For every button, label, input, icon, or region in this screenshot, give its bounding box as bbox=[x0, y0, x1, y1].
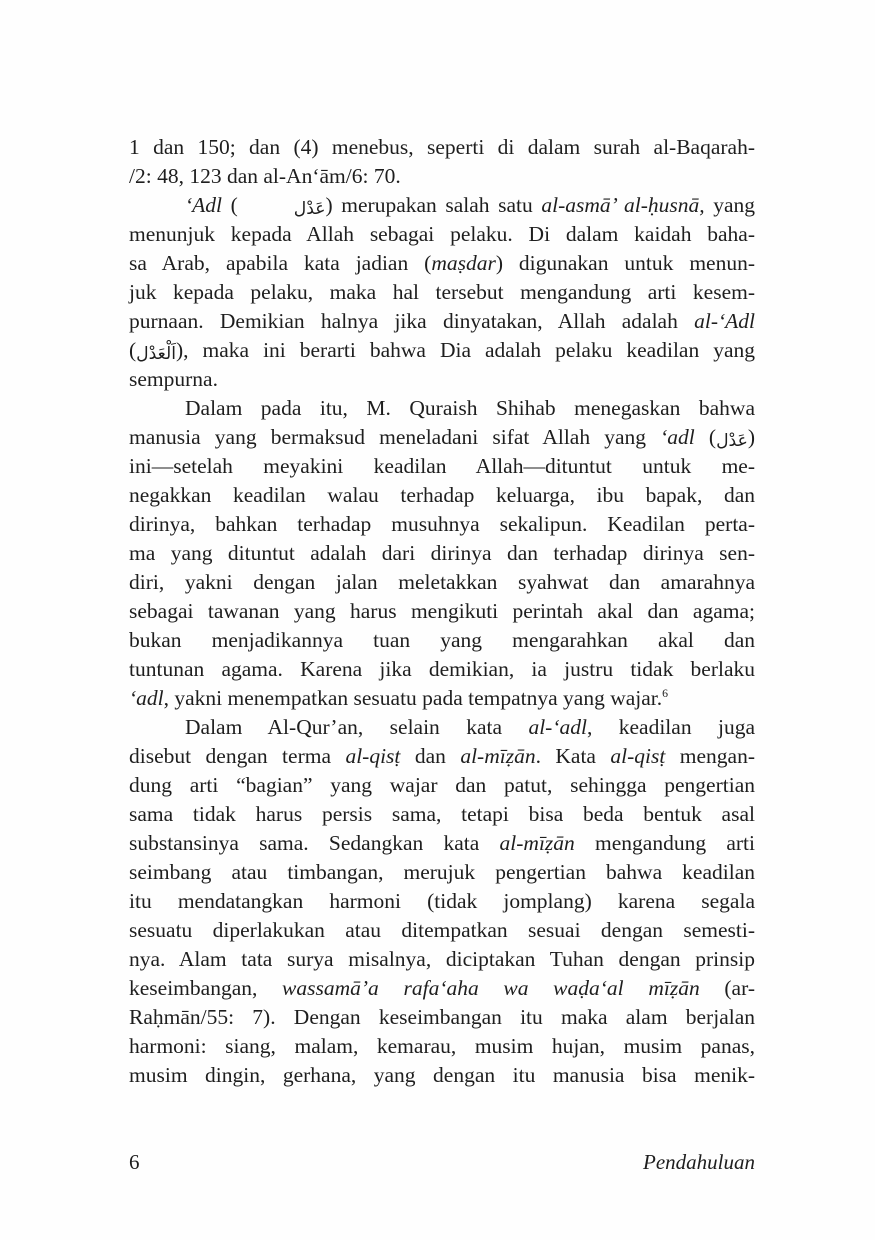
text-segment: sama tidak harus persis sama, tetapi bisa beda bentuk asal bbox=[129, 802, 755, 826]
text-line bbox=[129, 423, 755, 452]
text-segment: musim dingin, gerhana, yang dengan itu manusia bisa menik- bbox=[129, 1063, 755, 1087]
transliterated-term: ‘adl bbox=[129, 686, 164, 710]
text-line bbox=[129, 307, 755, 336]
text-line bbox=[129, 655, 755, 684]
text-line bbox=[129, 220, 755, 249]
text-segment: sempurna. bbox=[129, 367, 218, 391]
transliterated-term: al-mīẓān bbox=[460, 744, 536, 768]
text-segment: Raḥmān/55: 7). Dengan keseimbangan itu maka alam berjalan bbox=[129, 1005, 755, 1029]
text-segment: diri, yakni dengan jalan meletakkan syahwat dan amarahnya bbox=[129, 570, 755, 594]
transliterated-term: maṣdar bbox=[431, 251, 496, 275]
arabic-word: عَدْل bbox=[716, 431, 748, 451]
arabic-word: اَلْعَدْل bbox=[136, 344, 176, 364]
text-segment: nya. Alam tata surya misalnya, diciptakan Tuhan dengan prinsip bbox=[129, 947, 755, 971]
text-segment: sa Arab, apabila kata jadian ( bbox=[129, 251, 432, 275]
text-line bbox=[129, 1032, 755, 1061]
page-text-block bbox=[129, 133, 755, 1090]
text-line bbox=[129, 800, 755, 829]
text-segment: Dalam pada itu, M. Quraish Shihab menegaskan bahwa bbox=[185, 396, 755, 420]
text-segment: manusia yang bermaksud meneladani sifat Allah yang bbox=[129, 425, 661, 449]
text-segment: juk kepada pelaku, maka hal tersebut mengandung arti kesem- bbox=[129, 280, 755, 304]
text-segment: ( bbox=[222, 193, 238, 217]
text-segment: ( bbox=[129, 338, 137, 362]
text-line bbox=[129, 336, 755, 365]
transliterated-term: al-asmā’ al-ḥusnā, bbox=[541, 193, 705, 217]
text-line bbox=[129, 684, 755, 713]
text-line bbox=[129, 191, 755, 220]
text-segment: yang bbox=[704, 193, 755, 217]
text-line bbox=[129, 539, 755, 568]
text-segment: . Kata bbox=[535, 744, 611, 768]
text-segment: dirinya, bahkan terhadap musuhnya sekalipun. Keadilan perta- bbox=[129, 512, 755, 536]
page-footer bbox=[129, 1148, 755, 1176]
transliterated-term: ‘adl bbox=[660, 425, 695, 449]
text-line bbox=[129, 597, 755, 626]
text-segment: tuntunan agama. Karena jika demikian, ia justru tidak berlaku bbox=[129, 657, 755, 681]
text-segment: ) digunakan untuk menun- bbox=[495, 251, 755, 275]
text-line bbox=[129, 858, 755, 887]
running-footer-title: Pendahuluan bbox=[643, 1150, 755, 1174]
transliterated-term: wassamā’a rafa‘aha wa waḍa‘al mīẓān bbox=[282, 976, 700, 1000]
transliterated-term: ‘Adl bbox=[185, 193, 223, 217]
text-line bbox=[129, 365, 755, 394]
text-segment: substansinya sama. Sedangkan kata bbox=[129, 831, 500, 855]
text-segment: ) merupakan salah satu bbox=[325, 193, 542, 217]
text-segment: menunjuk kepada Allah sebagai pelaku. Di dalam kaidah baha- bbox=[129, 222, 755, 246]
text-segment: dan bbox=[400, 744, 461, 768]
page-number: 6 bbox=[129, 1150, 140, 1174]
text-line bbox=[129, 249, 755, 278]
text-segment: negakkan keadilan walau terhadap keluarga, ibu bapak, dan bbox=[129, 483, 755, 507]
text-line bbox=[129, 771, 755, 800]
text-line bbox=[129, 394, 755, 423]
text-line bbox=[129, 162, 755, 191]
text-segment: itu mendatangkan harmoni (tidak jomplang) karena segala bbox=[129, 889, 755, 913]
text-segment: sebagai tawanan yang harus mengikuti perintah akal dan agama; bbox=[129, 599, 755, 623]
text-line bbox=[129, 626, 755, 655]
text-line bbox=[129, 887, 755, 916]
text-segment: /2: 48, 123 dan al-An‘ām/6: 70. bbox=[129, 164, 401, 188]
arabic-word: عَدْل bbox=[293, 199, 326, 219]
text-segment: ma yang dituntut adalah dari dirinya dan terhadap dirinya sen- bbox=[129, 541, 755, 565]
transliterated-term: al-qisṭ bbox=[345, 744, 401, 768]
text-line bbox=[129, 974, 755, 1003]
text-line bbox=[129, 481, 755, 510]
text-segment: sesuatu diperlakukan atau ditempatkan sesuai dengan semesti- bbox=[129, 918, 755, 942]
text-segment: bukan menjadikannya tuan yang mengarahkan akal dan bbox=[129, 628, 755, 652]
text-segment: , yakni menempatkan sesuatu pada tempatnya yang wajar. bbox=[163, 686, 663, 710]
text-segment: ini—setelah meyakini keadilan Allah—dituntut untuk me- bbox=[129, 454, 755, 478]
text-segment: ), maka ini berarti bahwa Dia adalah pelaku keadilan yang bbox=[176, 338, 755, 362]
text-segment: (ar- bbox=[699, 976, 755, 1000]
text-segment: 1 dan 150; dan (4) menebus, seperti di dalam surah al-Baqarah- bbox=[129, 135, 755, 159]
text-segment: keseimbangan, bbox=[129, 976, 283, 1000]
text-segment: , keadilan juga bbox=[586, 715, 755, 739]
text-segment: mengan- bbox=[665, 744, 755, 768]
text-line bbox=[129, 916, 755, 945]
text-line bbox=[129, 278, 755, 307]
text-segment: seimbang atau timbangan, merujuk pengertian bahwa keadilan bbox=[129, 860, 755, 884]
text-segment: dung arti “bagian” yang wajar dan patut, sehingga pengertian bbox=[129, 773, 755, 797]
transliterated-term: al-‘Adl bbox=[694, 309, 755, 333]
text-line bbox=[129, 133, 755, 162]
text-segment: disebut dengan terma bbox=[129, 744, 346, 768]
footnote-marker: 6 bbox=[662, 685, 669, 700]
text-segment: ) bbox=[747, 425, 755, 449]
text-line bbox=[129, 945, 755, 974]
text-line bbox=[129, 829, 755, 858]
text-segment: Dalam Al-Qur’an, selain kata bbox=[185, 715, 529, 739]
text-line bbox=[129, 568, 755, 597]
text-line bbox=[129, 510, 755, 539]
text-line bbox=[129, 742, 755, 771]
transliterated-term: al-‘adl bbox=[528, 715, 587, 739]
text-line bbox=[129, 713, 755, 742]
transliterated-term: al-qisṭ bbox=[610, 744, 666, 768]
text-segment: mengandung arti bbox=[574, 831, 755, 855]
text-line bbox=[129, 452, 755, 481]
text-segment: ( bbox=[694, 425, 717, 449]
text-segment: purnaan. Demikian halnya jika dinyatakan, Allah adalah bbox=[129, 309, 695, 333]
transliterated-term: al-mīẓān bbox=[499, 831, 575, 855]
text-segment: harmoni: siang, malam, kemarau, musim hujan, musim panas, bbox=[129, 1034, 755, 1058]
text-line bbox=[129, 1061, 755, 1090]
text-line bbox=[129, 1003, 755, 1032]
